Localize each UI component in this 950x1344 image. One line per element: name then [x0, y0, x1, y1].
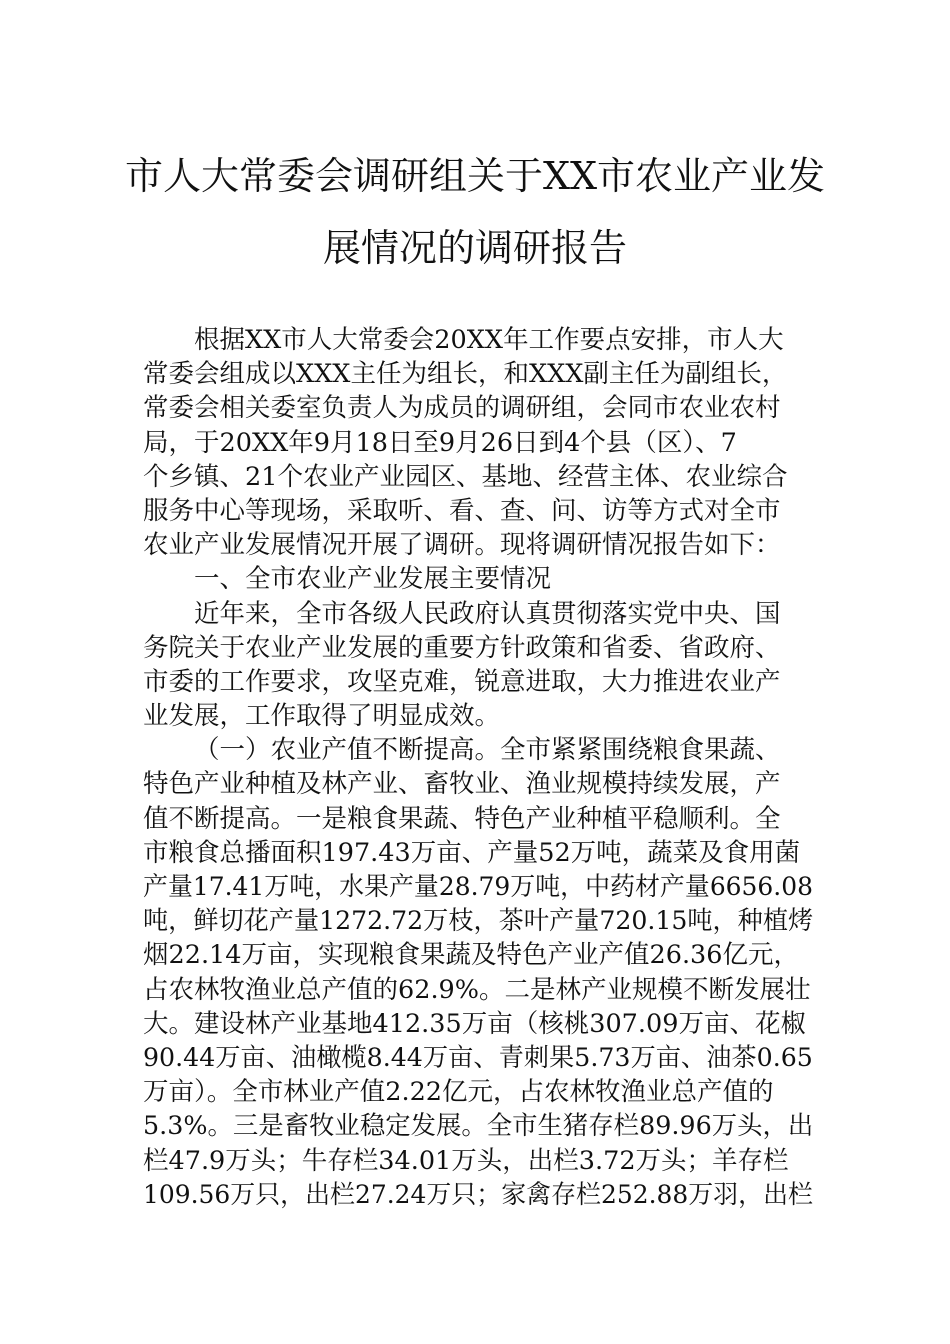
paragraph-line: 近年来，全市各级人民政府认真贯彻落实党中央、国	[194, 598, 781, 629]
title-line: 市人大常委会调研组关于XX市农业产业发	[124, 154, 826, 198]
paragraph-line: 根据XX市人大常委会20XX年工作要点安排，市人大	[194, 325, 784, 355]
paragraph-line: 90.44万亩、油橄榄8.44万亩、青刺果5.73万亩、油茶0.65	[143, 1042, 813, 1073]
paragraph-line: 一、全市农业产业发展主要情况	[194, 564, 552, 595]
paragraph-line: 常委会组成以XXX主任为组长，和XXX副主任为副组长，	[143, 359, 788, 390]
paragraph-line: 万亩）。全市林业产值2.22亿元，占农林牧渔业总产值的	[143, 1077, 774, 1108]
paragraph-line: 业发展，工作取得了明显成效。	[143, 701, 501, 732]
paragraph-line: 个乡镇、21个农业产业园区、基地、经营主体、农业综合	[143, 461, 788, 492]
paragraph-line: 烟22.14万亩，实现粮食果蔬及特色产业产值26.36亿元，	[143, 940, 800, 971]
paragraph-line: 务院关于农业产业发展的重要方针政策和省委、省政府、	[143, 632, 781, 663]
paragraph-line: 农业产业发展情况开展了调研。现将调研情况报告如下：	[143, 530, 781, 561]
report-body	[143, 323, 813, 1212]
paragraph-line: （一）农业产值不断提高。全市紧紧围绕粮食果蔬、	[194, 735, 781, 766]
paragraph-line: 109.56万只，出栏27.24万只；家禽存栏252.88万羽，出栏	[143, 1179, 813, 1210]
paragraph-line: 市粮食总播面积197.43万亩、产量52万吨，蔬菜及食用菌	[143, 837, 801, 868]
report-title	[120, 140, 830, 284]
paragraph-line: 5.3%。三是畜牧业稳定发展。全市生猪存栏89.96万头，出	[143, 1111, 814, 1142]
paragraph-line: 特色产业种植及林产业、畜牧业、渔业规模持续发展，产	[143, 769, 781, 800]
paragraph-line: 服务中心等现场，采取听、看、查、问、访等方式对全市	[143, 495, 781, 526]
paragraph-line: 产量17.41万吨，水果产量28.79万吨，中药材产量6656.08	[143, 872, 813, 902]
paragraph-line: 值不断提高。一是粮食果蔬、特色产业种植平稳顺利。全	[143, 803, 781, 834]
paragraph-line: 栏47.9万头；牛存栏34.01万头，出栏3.72万头；羊存栏	[143, 1145, 789, 1176]
paragraph-line: 大。建设林产业基地412.35万亩（核桃307.09万亩、花椒	[143, 1008, 806, 1039]
paragraph-line: 常委会相关委室负责人为成员的调研组，会同市农业农村	[143, 393, 781, 424]
paragraph-line: 市委的工作要求，攻坚克难，锐意进取，大力推进农业产	[143, 666, 781, 697]
paragraph-line: 局，于20XX年9月18日至9月26日到4个县（区）、7	[143, 427, 737, 458]
title-line: 展情况的调研报告	[322, 226, 627, 270]
paragraph-line: 吨，鲜切花产量1272.72万枝，茶叶产量720.15吨，种植烤	[143, 906, 814, 937]
paragraph-line: 占农林牧渔业总产值的62.9%。二是林产业规模不断发展壮	[143, 974, 811, 1005]
